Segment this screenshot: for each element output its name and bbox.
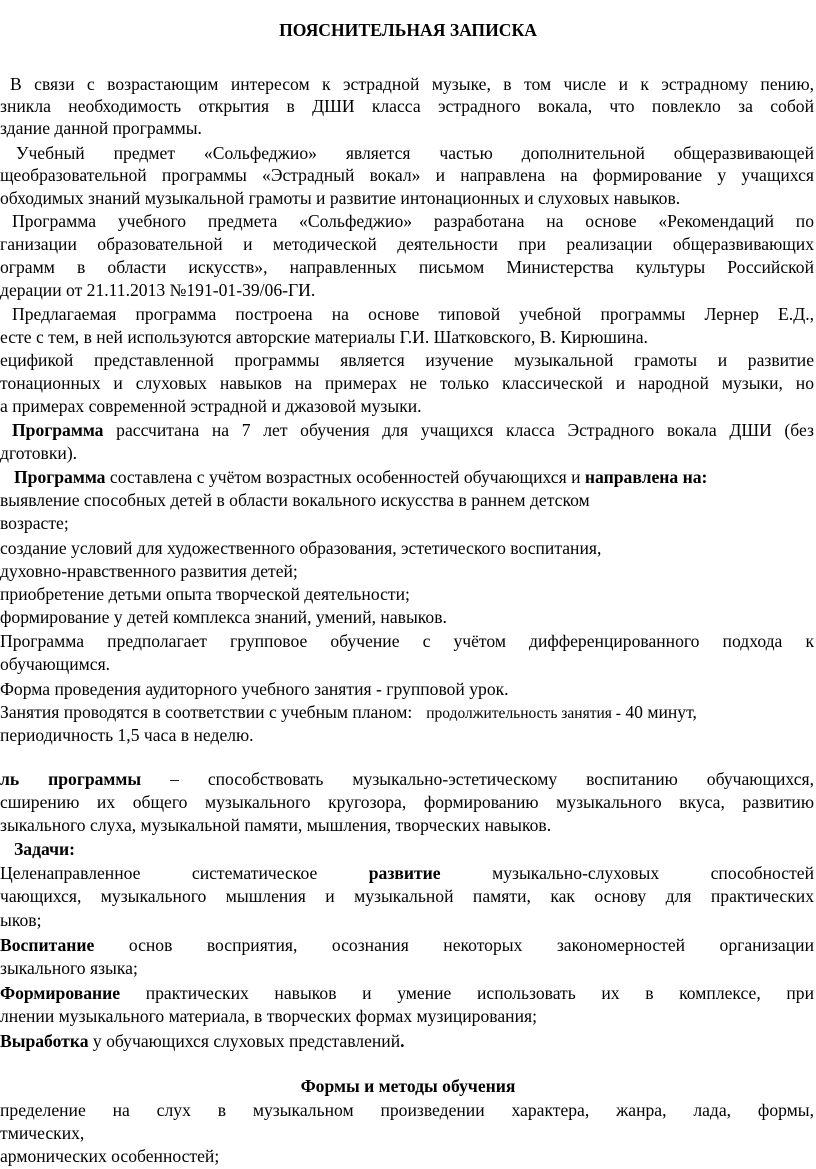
duration-line (12, 419, 814, 441)
schedule-main: Занятия проводятся в соответствии с учебным планом: (0, 702, 413, 722)
text-line: ограмм в области искусств», направленных письмом Министерства культуры Российской (0, 257, 814, 277)
aims-bold-start: Программа (14, 467, 106, 487)
text-line: обучающимся. (0, 654, 111, 674)
task-end: . (400, 1031, 405, 1051)
text-line: тмических, (0, 1123, 85, 1143)
aims-text: составлена с учётом возрастных особенностей обучающихся и (105, 467, 585, 487)
text-line: зникла необходимость открытия в ДШИ класса эстрадного вокала, что повлекло за собой (0, 96, 814, 116)
task-line (0, 1030, 405, 1052)
text-line: пределение на слух в музыкальном произведении характера, жанра, лада, формы, (0, 1100, 814, 1120)
text-line: ецификой представленной программы является изучение музыкальной грамоты и развитие (0, 350, 814, 370)
schedule-tail: 40 минут, (620, 702, 697, 722)
task-pre: Целенаправленное систематическое (0, 863, 369, 883)
task-line (0, 934, 814, 956)
text-line: обходимых знаний музыкальной грамоты и развитие интонационных и слуховых навыков. (0, 188, 681, 208)
schedule-line (0, 701, 697, 725)
schedule-small: продолжительность занятия - (426, 705, 621, 722)
text-line: дготовки). (0, 443, 78, 463)
text-line: ганизации образовательной и методической деятельности при реализации общеразвивающих (0, 234, 814, 254)
task-line (0, 862, 814, 884)
list-item: создание условий для художественного образования, эстетического воспитания, (0, 538, 602, 558)
text-line: Программа учебного предмета «Сольфеджио» разработана на основе «Рекомендаций по (12, 211, 814, 231)
list-item: приобретение детьми опыта творческой деятельности; (0, 584, 410, 604)
task-post: основ восприятия, осознания некоторых закономерностей организации (94, 935, 814, 955)
text-line: щеобразовательной программы «Эстрадный вокал» и направлена на формирование у учащихся (0, 165, 814, 185)
list-item: возрасте; (0, 513, 69, 533)
goal-text: – способствовать музыкально-эстетическому воспитанию обучающихся, (141, 769, 814, 789)
list-item: формирование у детей комплекса знаний, умений, навыков. (0, 607, 447, 627)
text-line: дерации от 21.11.2013 №191-01-39/06-ГИ. (0, 280, 316, 300)
text-line: сширению их общего музыкального кругозора, формированию музыкального вкуса, развитию (0, 792, 814, 812)
task-bold: Выработка (0, 1031, 89, 1051)
task-bold: Формирование (0, 983, 121, 1003)
text-line: лнении музыкального материала, в творческих формах музицирования; (0, 1006, 537, 1026)
goal-bold: ль программы (0, 769, 142, 789)
text-line: Учебный предмет «Сольфеджио» является частью дополнительной общеразвивающей (16, 143, 814, 163)
tasks-heading: Задачи: (14, 839, 75, 859)
text-line: периодичность 1,5 часа в неделю. (0, 725, 254, 745)
text-line: ыков; (0, 910, 42, 930)
text-line: Программа предполагает групповое обучение с учётом дифференцированного подхода к (0, 631, 814, 651)
goal-line (0, 768, 814, 790)
duration-text: рассчитана на 7 лет обучения для учащихся класса Эстрадного вокала ДШИ (без (103, 420, 814, 440)
text-line: здание данной программы. (0, 118, 202, 138)
task-bold: Воспитание (0, 935, 95, 955)
page-title: ПОЯСНИТЕЛЬНАЯ ЗАПИСКА (279, 20, 537, 40)
text-line: Форма проведения аудиторного учебного занятия - групповой урок. (0, 679, 509, 699)
text-line: есте с тем, в ней используются авторские материалы Г.И. Шатковского, В. Кирюшина. (0, 327, 648, 347)
task-post: музыкально-слуховых способностей (440, 863, 814, 883)
duration-bold: Программа (12, 420, 104, 440)
text-line: чающихся, музыкального мышления и музыкальной памяти, как основу для практических (0, 886, 814, 906)
list-item: выявление способных детей в области вокального искусства в раннем детском (0, 490, 590, 510)
text-line: а примерах современной эстрадной и джазовой музыки. (0, 396, 422, 416)
text-line: В связи с возрастающим интересом к эстрадной музыке, в том числе и к эстрадному пению, (10, 74, 814, 94)
list-item: духовно-нравственного развития детей; (0, 561, 298, 581)
aims-line (14, 466, 707, 488)
text-line: армонических особенностей; (0, 1146, 220, 1166)
text-line: зыкального слуха, музыкальной памяти, мышления, творческих навыков. (0, 815, 552, 835)
task-post: у обучающихся слуховых представлений (88, 1031, 401, 1051)
task-line (0, 982, 814, 1004)
text-line: Предлагаемая программа построена на основе типовой учебной программы Лернер Е.Д., (12, 304, 814, 324)
forms-heading: Формы и методы обучения (300, 1076, 516, 1096)
task-bold: развитие (368, 863, 441, 883)
task-post: практических навыков и умение использовать их в комплексе, при (120, 983, 814, 1003)
text-line: зыкального языка; (0, 958, 138, 978)
text-line: тонационных и слуховых навыков на примерах не только классической и народной музыки, но (0, 373, 814, 393)
aims-bold-end: направлена на: (584, 467, 708, 487)
